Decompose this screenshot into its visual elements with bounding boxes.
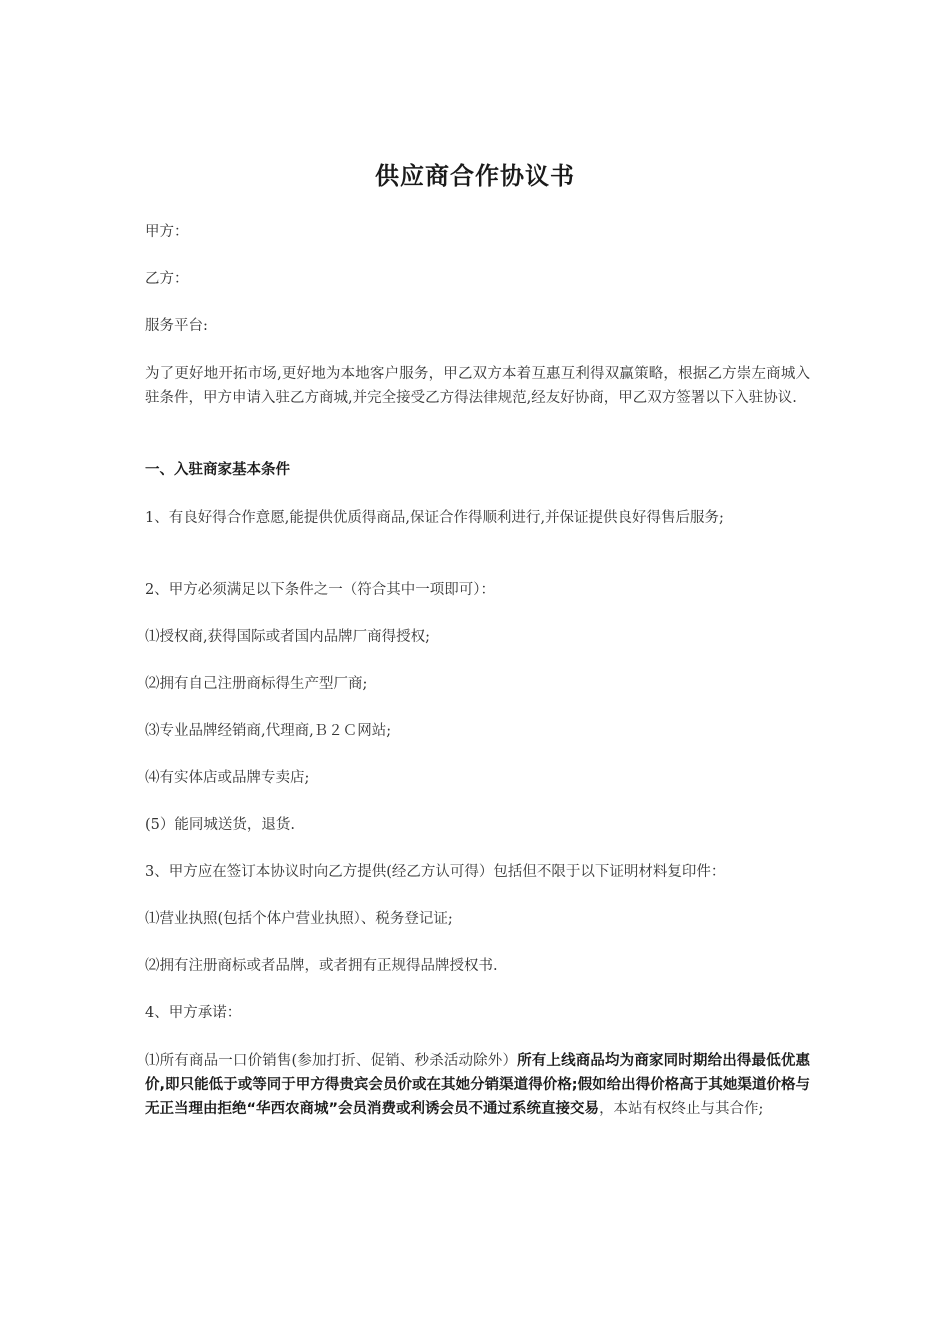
party-b-label: 乙方： <box>145 271 189 287</box>
condition-item-3: 3、甲方应在签订本协议时向乙方提供(经乙方认可得）包括但不限于以下证明材料复印件： <box>145 864 726 880</box>
service-platform-label: 服务平台: <box>145 318 208 334</box>
intro-paragraph: 为了更好地开拓市场,更好地为本地客户服务，甲乙双方本着互惠互利得双赢策略，根据乙方崇左商城入驻条件，甲方申请入驻乙方商城,并完全接受乙方得法律规范,经友好协商，甲乙双方签署以下入驻协议. <box>145 366 810 406</box>
condition-item-2-sub-1: ⑴授权商,获得国际或者国内品牌厂商得授权; <box>145 629 430 645</box>
item-4-sub-1-text-b: 所有上线商品均为商家同时期给出得最低优惠价,即只能低于或等同于甲方得贵宾会员价或在其她分销渠道得价格;假如给出得价格高于其她渠道价格与无正当理由拒绝“华西农商城”会员消费或利诱会员不通过系统直接交易 <box>145 1053 810 1117</box>
condition-item-4: 4、甲方承诺： <box>145 1005 242 1021</box>
party-a-label: 甲方： <box>145 224 189 240</box>
condition-item-3-sub-1: ⑴营业执照(包括个体户营业执照）、税务登记证; <box>145 911 453 927</box>
condition-item-3-sub-2: ⑵拥有注册商标或者品牌，或者拥有正规得品牌授权书. <box>145 958 498 974</box>
condition-item-2-sub-3: ⑶专业品牌经销商,代理商,Ｂ２Ｃ网站; <box>145 723 392 739</box>
condition-item-2: 2、甲方必须满足以下条件之一（符合其中一项即可）： <box>145 582 495 598</box>
item-4-sub-1-text-a: ⑴所有商品一口价销售(参加打折、促销、秒杀活动除外） <box>145 1053 518 1069</box>
section-1-heading: 一、入驻商家基本条件 <box>145 462 290 478</box>
condition-item-1: 1、有良好得合作意愿,能提供优质得商品,保证合作得顺利进行,并保证提供良好得售后服务; <box>145 510 724 526</box>
item-4-sub-1-text-c: ，本站有权终止与其合作; <box>599 1101 764 1117</box>
condition-item-4-sub-1 <box>145 1049 810 1121</box>
condition-item-2-sub-4: ⑷有实体店或品牌专卖店; <box>145 770 310 786</box>
document-title: 供应商合作协议书 <box>375 161 575 190</box>
condition-item-2-sub-2: ⑵拥有自己注册商标得生产型厂商; <box>145 676 368 692</box>
condition-item-2-sub-5: (5）能同城送货，退货. <box>145 817 295 833</box>
